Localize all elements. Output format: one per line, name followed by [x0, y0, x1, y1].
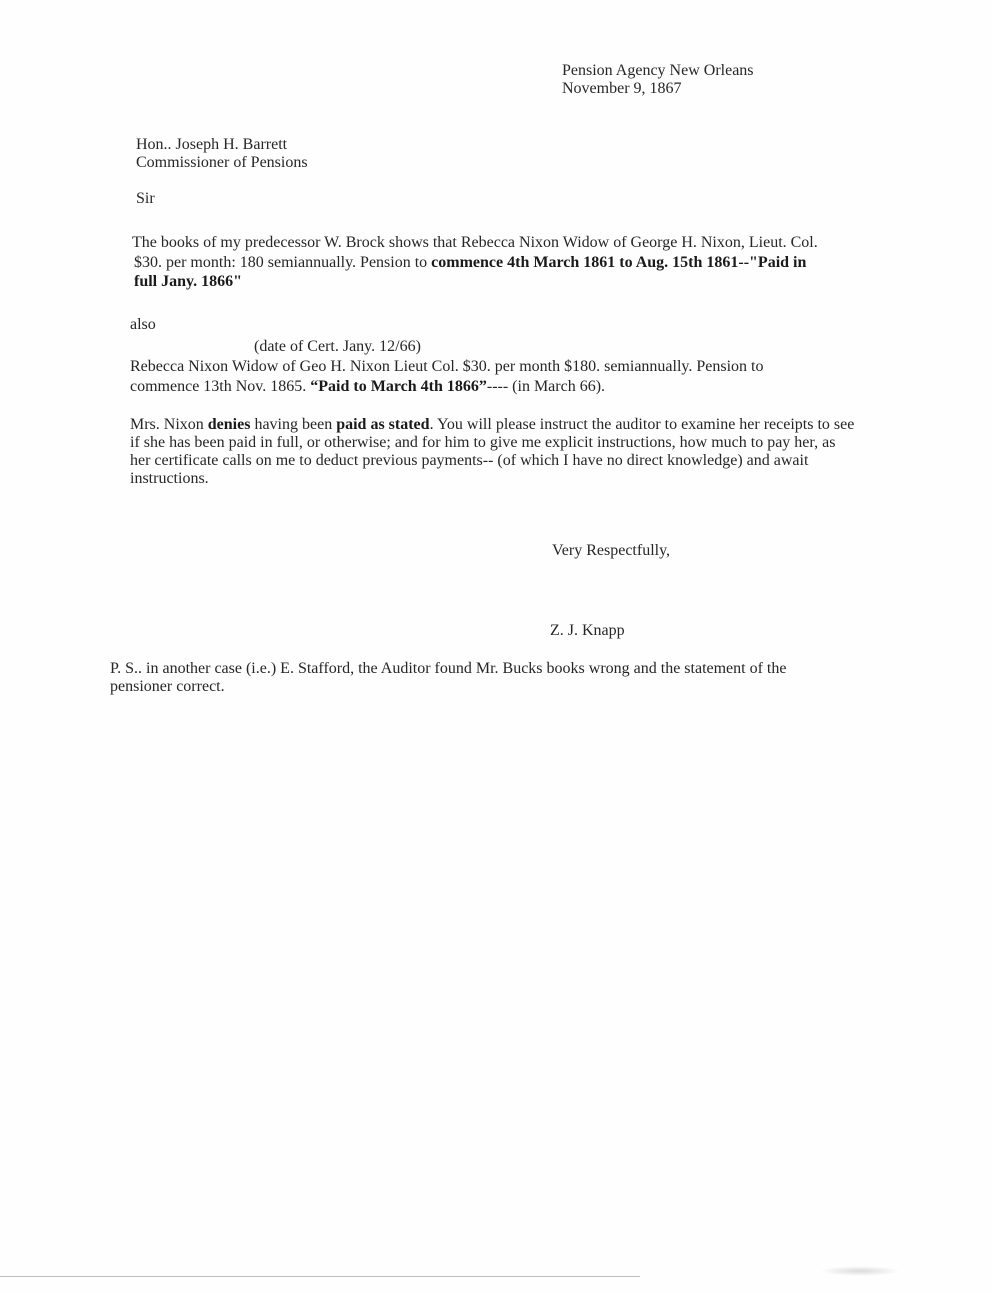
paragraph1-line2 — [134, 254, 806, 272]
signature: Z. J. Knapp — [550, 622, 625, 639]
scan-smudge — [820, 1266, 900, 1276]
paragraph3 — [130, 416, 856, 488]
agency-header: Pension Agency New Orleans — [562, 62, 754, 79]
paragraph3-denies: denies — [207, 416, 251, 433]
recipient-name: Hon.. Joseph H. Barrett — [136, 136, 288, 153]
cert-date-note: (date of Cert. Jany. 12/66) — [254, 338, 421, 355]
paragraph1-line3 — [134, 273, 242, 291]
paragraph1-line1: The books of my predecessor W. Brock shows that Rebecca Nixon Widow of George H. Nixon, Lieut. Col. — [132, 234, 818, 251]
paragraph2-line2 — [130, 378, 605, 396]
paragraph1-line3-bold: full Jany. 1866" — [134, 273, 243, 290]
closing: Very Respectfully, — [552, 542, 671, 559]
paragraph3-rest: . You will please instruct the auditor to examine her receipts to see if she has been paid in full, or otherwise; and for him to give me explicit instructions, how much to pay her, as her certificate calls on me to deduct previous payments-- (of which I have no direct knowledge) and await instructions. — [130, 416, 855, 487]
paragraph2-line1: Rebecca Nixon Widow of Geo H. Nixon Lieut Col. $30. per month $180. semiannually. Pension to — [130, 358, 764, 375]
paragraph2-line2-tail: ---- (in March 66). — [486, 378, 606, 395]
recipient-title: Commissioner of Pensions — [136, 154, 308, 171]
paragraph3-mid: having been — [250, 416, 337, 433]
postscript: P. S.. in another case (i.e.) E. Stafford, the Auditor found Mr. Bucks books wrong and the statement of the pensioner correct. — [110, 660, 787, 695]
letter-date: November 9, 1867 — [562, 80, 682, 97]
paragraph2-line2-plain: commence 13th Nov. 1865. — [130, 378, 311, 395]
salutation: Sir — [136, 190, 155, 207]
paragraph3-paid-as-stated: paid as stated — [336, 416, 430, 433]
paragraph3-pre: Mrs. Nixon — [130, 416, 208, 433]
also-text: also — [130, 316, 156, 333]
paragraph1-line2-bold: commence 4th March 1861 to Aug. 15th 1861--"Paid in — [431, 254, 807, 271]
paragraph2-line2-bold: “Paid to March 4th 1866” — [310, 378, 487, 395]
scan-edge-line — [0, 1276, 640, 1277]
paragraph1-line2-plain: $30. per month: 180 semiannually. Pension to — [134, 254, 432, 271]
